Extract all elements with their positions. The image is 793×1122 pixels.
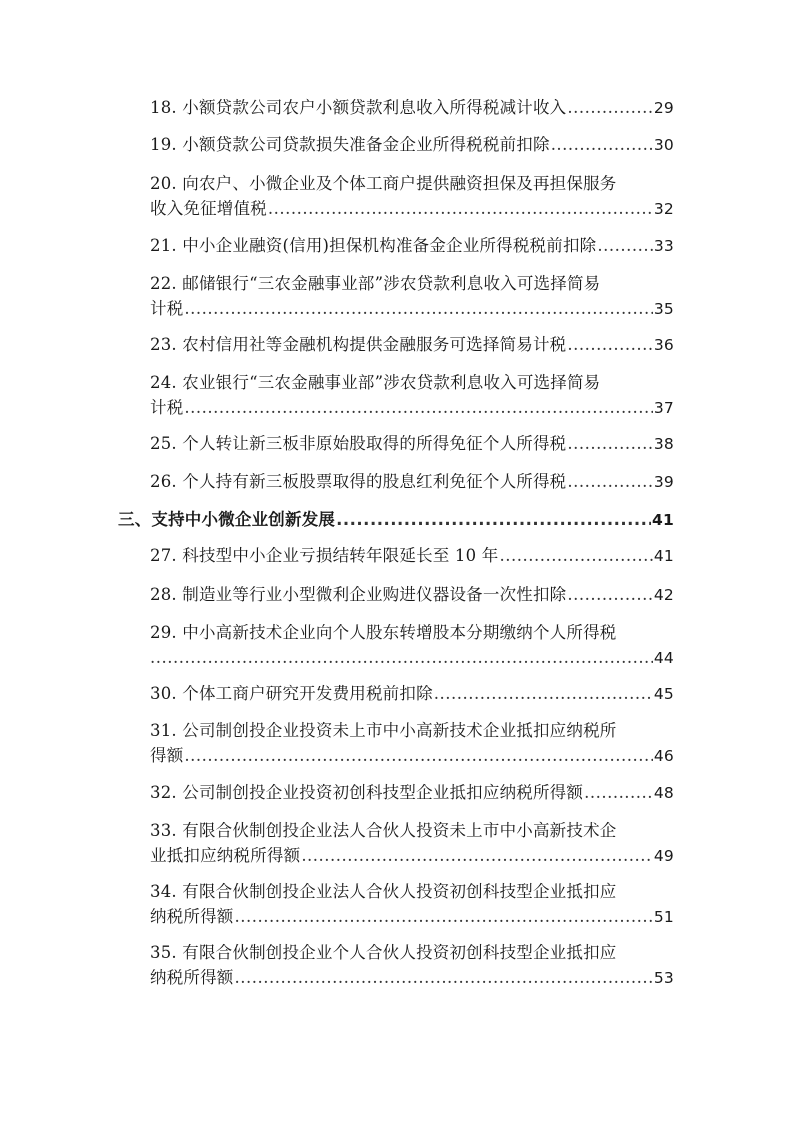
leader-dots [184, 298, 652, 320]
toc-entry-18[interactable] [150, 97, 674, 119]
toc-page-number: 42 [653, 586, 674, 604]
leader-dots [551, 134, 653, 156]
toc-page-number: 32 [653, 200, 674, 218]
toc-entry-title-line2: 纳税所得额 [150, 968, 234, 987]
leader-dots [567, 433, 652, 455]
leader-dots [150, 647, 653, 669]
leader-dots [336, 509, 651, 531]
toc-entry-21[interactable] [150, 235, 674, 257]
toc-page-number: 36 [653, 336, 674, 354]
toc-entry-22[interactable] [150, 273, 674, 320]
toc-page-number: 44 [653, 649, 674, 667]
leader-dots [584, 782, 653, 804]
toc-entry-title-line1: 35. 有限合伙制创投企业个人合伙人投资初创科技型企业抵扣应 [150, 943, 617, 962]
toc-entry-title-line2: 计税 [150, 398, 184, 417]
toc-page-number: 49 [653, 847, 674, 865]
leader-dots [499, 545, 652, 567]
toc-entry-title-line1: 20. 向农户、小微企业及个体工商户提供融资担保及再担保服务 [150, 174, 617, 193]
toc-entry-title-line2: 业抵扣应纳税所得额 [150, 846, 301, 865]
leader-dots [268, 198, 653, 220]
toc-section-3[interactable] [118, 509, 674, 531]
toc-page-number: 41 [653, 547, 674, 565]
toc-entry-title-line1: 29. 中小高新技术企业向个人股东转增股本分期缴纳个人所得税 [150, 623, 617, 642]
toc-entry-23[interactable] [150, 334, 674, 356]
toc-page-number: 46 [653, 747, 674, 765]
toc-entry-title: 30. 个体工商户研究开发费用税前扣除 [150, 684, 433, 703]
leader-dots [597, 235, 653, 257]
leader-dots [567, 334, 652, 356]
toc-page-number: 35 [653, 300, 674, 318]
toc-entry-30[interactable] [150, 683, 674, 705]
toc-entry-title-line2: 得额 [150, 746, 184, 765]
toc-entry-title: 19. 小额贷款公司贷款损失准备金企业所得税税前扣除 [150, 135, 550, 154]
toc-page-number: 45 [653, 685, 674, 703]
toc-entry-32[interactable] [150, 782, 674, 804]
toc-entry-title-line1: 24. 农业银行“三农金融事业部”涉农贷款利息收入可选择简易 [150, 373, 601, 392]
toc-entry-title-line1: 33. 有限合伙制创投企业法人合伙人投资未上市中小高新技术企 [150, 821, 617, 840]
toc-page-number: 30 [653, 136, 674, 154]
toc-page-number: 33 [653, 237, 674, 255]
toc-entry-24[interactable] [150, 372, 674, 419]
toc-entry-title: 27. 科技型中小企业亏损结转年限延长至 10 年 [150, 546, 499, 565]
leader-dots [235, 906, 653, 928]
toc-page-number: 29 [653, 99, 674, 117]
toc-entry-title-line1: 34. 有限合伙制创投企业法人合伙人投资初创科技型企业抵扣应 [150, 882, 617, 901]
toc-page-number: 37 [653, 399, 674, 417]
toc-entry-26[interactable] [150, 471, 674, 493]
toc-page-number: 39 [653, 473, 674, 491]
toc-entry-title: 23. 农村信用社等金融机构提供金融服务可选择简易计税 [150, 335, 567, 354]
toc-entry-title: 26. 个人持有新三板股票取得的股息红利免征个人所得税 [150, 472, 567, 491]
toc-entry-title-line1: 31. 公司制创投企业投资未上市中小高新技术企业抵扣应纳税所 [150, 721, 617, 740]
toc-entry-35[interactable] [150, 942, 674, 989]
toc-entry-25[interactable] [150, 433, 674, 455]
toc-entry-31[interactable] [150, 720, 674, 767]
toc-entry-title: 18. 小额贷款公司农户小额贷款利息收入所得税减计收入 [150, 98, 567, 117]
toc-entry-title: 25. 个人转让新三板非原始股取得的所得免征个人所得税 [150, 434, 567, 453]
toc-page-number: 53 [653, 969, 674, 987]
leader-dots [184, 397, 652, 419]
leader-dots [434, 683, 653, 705]
toc-page-number: 48 [653, 784, 674, 802]
leader-dots [567, 97, 652, 119]
toc-entry-title: 21. 中小企业融资(信用)担保机构准备金企业所得税税前扣除 [150, 236, 597, 255]
toc-entry-title: 32. 公司制创投企业投资初创科技型企业抵扣应纳税所得额 [150, 783, 584, 802]
toc-entry-title-line2: 计税 [150, 299, 184, 318]
toc-entry-20[interactable] [150, 173, 674, 220]
toc-entry-27[interactable] [150, 545, 674, 567]
leader-dots [184, 745, 652, 767]
toc-entry-19[interactable] [150, 134, 674, 156]
toc-entry-29[interactable] [150, 622, 674, 669]
toc-section-title: 三、支持中小微企业创新发展 [118, 510, 336, 529]
toc-page-number: 41 [652, 511, 674, 529]
toc-page-number: 51 [653, 908, 674, 926]
leader-dots [567, 584, 652, 606]
toc-entry-33[interactable] [150, 820, 674, 867]
leader-dots [567, 471, 652, 493]
leader-dots [235, 967, 653, 989]
toc-page-number: 38 [653, 435, 674, 453]
toc-entry-title-line2: 纳税所得额 [150, 907, 234, 926]
toc-entry-title: 28. 制造业等行业小型微利企业购进仪器设备一次性扣除 [150, 585, 567, 604]
leader-dots [301, 845, 653, 867]
toc-entry-28[interactable] [150, 584, 674, 606]
toc-entry-title-line1: 22. 邮储银行“三农金融事业部”涉农贷款利息收入可选择简易 [150, 274, 601, 293]
toc-entry-34[interactable] [150, 881, 674, 928]
toc-entry-title-line2: 收入免征增值税 [150, 199, 267, 218]
